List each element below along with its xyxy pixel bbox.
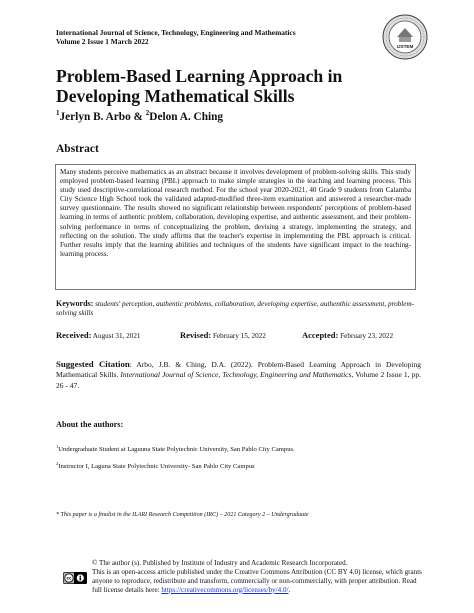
- title-line-2: Developing Mathematical Skills: [56, 86, 295, 106]
- received-label: Received:: [56, 330, 92, 340]
- license-block: [92, 559, 422, 595]
- author1-sup: 1: [56, 109, 60, 117]
- svg-text:cc: cc: [66, 575, 72, 581]
- author2-affiliation: [56, 460, 421, 471]
- abstract-text: Many students perceive mathematics as an abstract because it involves development of problem-solving skills. This study employed problem-based learning (PBL) approach to make simple strategies in the teaching and learning process. This study used descriptive-correlational research method. For the school year 2020-2021, 40 Grade 9 students from Calamba City Science High School took the validated adapted-modified three-item examination and answered a researcher-made survey questionnaire. The results showed no significant relationship between respondents' perceptions of problem-based learning in terms of authentic problem, collaboration, developing expertise, and authentic assessment, and their problem-solving performance in terms of conceptualizing the problem, devising a strategy, implementing the strategy, and reflecting on the solution. The study affirms that the teacher's expertise in implementing the PBL approach is critical. Further results imply that the learning abilities and techniques of the students have significant impact to the teaching-learning process.: [60, 168, 411, 258]
- keywords-text: students' perception, authentic problems, collaboration, developing expertise, authenthic assessment, problem-solving skills: [56, 300, 415, 318]
- submission-dates: [56, 330, 421, 342]
- keywords-label: Keywords:: [56, 299, 94, 308]
- received-value: August 31, 2021: [91, 332, 141, 340]
- affil2-text: Instructor I, Laguna State Polytechnic University- San Pablo City Campus: [58, 463, 255, 471]
- citation-volume: , Volume 2 Issue 1, pp. 26 - 47.: [56, 370, 421, 390]
- affil1-text: Undergraduate Student at Laguuna State Polytechnic University, San Pablo City Campus.: [58, 446, 295, 454]
- competition-note: * This paper is a finalist in the ILARI Research Competition (IRC) – 2021 Category 2 – Undergraduate: [56, 512, 309, 518]
- cc-by-badge-icon[interactable]: [63, 572, 87, 584]
- abstract-heading: Abstract: [56, 143, 99, 155]
- license-link[interactable]: https://creativecommons.org/licenses/by/4.0/: [161, 585, 289, 594]
- revised-value: February 15, 2022: [211, 332, 266, 340]
- title-line-1: Problem-Based Learning Approach in: [56, 66, 343, 86]
- received-date: [56, 330, 141, 340]
- accepted-label: Accepted:: [302, 330, 339, 340]
- journal-name: International Journal of Science, Technology, Engineering and Mathematics: [56, 28, 296, 37]
- citation-text: : Arbo, J.B. & Ching, D.A. (2022). Problem-Based Learning Approach in Developing Mathematical Skills.: [56, 360, 421, 380]
- paper-title: [56, 66, 426, 106]
- citation-journal: International Journal of Science, Technology, Engineering and Mathematics: [120, 370, 352, 380]
- journal-issue: Volume 2 Issue 1 March 2022: [56, 37, 149, 46]
- accepted-value: February 23, 2022: [338, 332, 394, 340]
- revised-date: [180, 330, 266, 340]
- accepted-date: [302, 330, 393, 340]
- author1-name: Jerlyn B. Arbo &: [59, 110, 146, 123]
- license-end: .: [288, 585, 291, 594]
- license-text: This is an open-access article published under the Creative Commons Attribution (CC BY 4.0) license, which grants anyone to reproduce, redistribute and transform, commercially or non-commercially, with proper attribution. Read full license details here:: [92, 567, 422, 594]
- copyright-text: © The author (s). Published by Institute of Industry and Academic Research Incorporated.: [92, 559, 348, 567]
- seal-text: IJSTEM: [396, 44, 414, 49]
- abstract-box: [55, 164, 416, 290]
- journal-seal-icon: [382, 14, 428, 60]
- author2-sup: 2: [145, 109, 150, 117]
- keywords: [56, 299, 421, 319]
- citation-label: Suggested Citation: [56, 359, 130, 369]
- author1-affiliation: [56, 443, 421, 454]
- affil2-sup: 2: [56, 461, 59, 466]
- author2-name: Delon A. Ching: [149, 110, 224, 123]
- suggested-citation: [56, 359, 421, 391]
- about-heading: About the authors:: [56, 420, 124, 429]
- journal-header: [56, 28, 376, 46]
- author-line: [56, 107, 426, 124]
- affil1-sup: 1: [56, 444, 59, 449]
- revised-label: Revised:: [180, 330, 212, 340]
